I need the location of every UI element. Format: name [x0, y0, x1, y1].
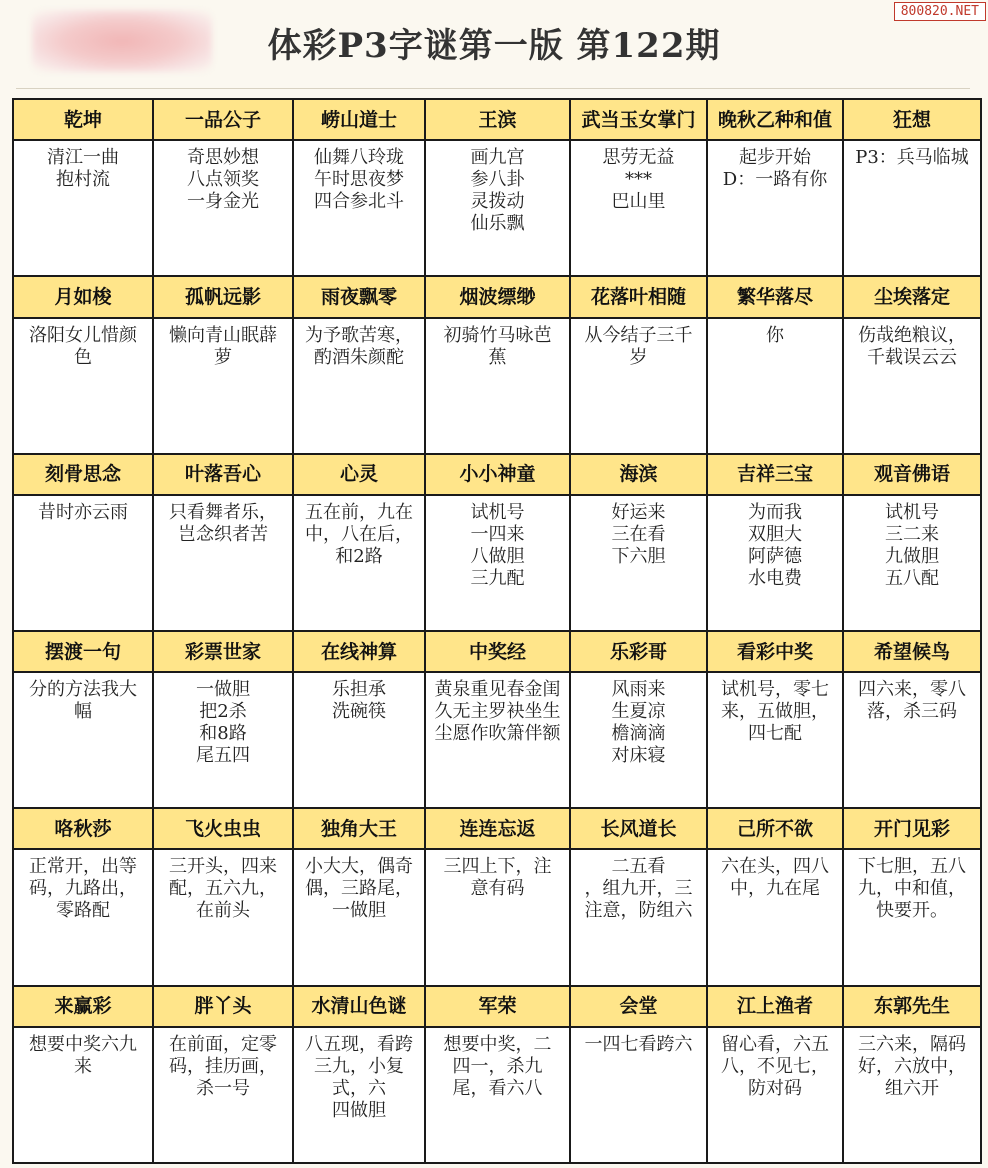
author-name-cell: 一品公子 — [153, 99, 293, 140]
author-name-cell: 乐彩哥 — [570, 631, 707, 672]
author-name-cell: 水清山色谜 — [293, 986, 425, 1027]
riddle-cell — [425, 140, 570, 276]
riddle-cell — [13, 1027, 153, 1163]
riddle-cell — [293, 495, 425, 631]
riddle-cell — [843, 849, 981, 985]
riddle-cell — [153, 495, 293, 631]
table-header-row — [13, 454, 981, 495]
riddle-text: 正常开，出等 码，九路出， 零路配 — [29, 856, 137, 922]
table-header-row — [13, 986, 981, 1027]
table-row — [13, 672, 981, 808]
riddle-text: 分的方法我大 幅 — [29, 679, 137, 723]
riddle-cell — [153, 849, 293, 985]
author-name-cell: 晚秋乙种和值 — [707, 99, 843, 140]
riddle-table — [12, 98, 982, 1164]
riddle-cell — [293, 672, 425, 808]
author-name-cell: 希望候鸟 — [843, 631, 981, 672]
author-name-cell: 花落叶相随 — [570, 276, 707, 317]
riddle-text: 黄泉重见春金闺 久无主罗袂坐生 尘愿作吹箫伴额 — [434, 679, 561, 745]
author-name-cell: 心灵 — [293, 454, 425, 495]
author-name-cell: 中奖经 — [425, 631, 570, 672]
author-name-cell: 叶落吾心 — [153, 454, 293, 495]
author-name-cell: 来赢彩 — [13, 986, 153, 1027]
table-header-row — [13, 631, 981, 672]
author-name-cell: 军荣 — [425, 986, 570, 1027]
author-name-cell: 烟波缥缈 — [425, 276, 570, 317]
author-name-cell: 雨夜飘零 — [293, 276, 425, 317]
table-row — [13, 495, 981, 631]
author-name-cell: 吉祥三宝 — [707, 454, 843, 495]
riddle-cell — [13, 495, 153, 631]
riddle-text: 三六来，隔码 好，六放中， 组六开 — [858, 1033, 966, 1099]
riddle-cell — [843, 140, 981, 276]
author-name-cell: 孤帆远影 — [153, 276, 293, 317]
author-name-cell: 繁华落尽 — [707, 276, 843, 317]
author-name-cell: 在线神算 — [293, 631, 425, 672]
author-name-cell: 观音佛语 — [843, 454, 981, 495]
author-name-cell: 东郭先生 — [843, 986, 981, 1027]
author-name-cell: 连连忘返 — [425, 808, 570, 849]
riddle-cell — [293, 318, 425, 454]
riddle-cell — [843, 495, 981, 631]
author-name-cell: 崂山道士 — [293, 99, 425, 140]
riddle-cell — [707, 849, 843, 985]
riddle-cell — [153, 1027, 293, 1163]
riddle-cell — [153, 318, 293, 454]
author-name-cell: 己所不欲 — [707, 808, 843, 849]
riddle-cell — [570, 495, 707, 631]
riddle-text: 懒向青山眠薜 萝 — [169, 324, 277, 368]
riddle-text: 三开头，四来 配，五六九， 在前头 — [169, 856, 277, 922]
riddle-cell — [293, 140, 425, 276]
author-name-cell: 开门见彩 — [843, 808, 981, 849]
riddle-cell — [13, 849, 153, 985]
riddle-text: 奇思妙想 八点领奖 一身金光 — [187, 147, 259, 213]
riddle-text: 试机号 一四来 八做胆 三九配 — [470, 501, 525, 589]
site-watermark: 800820.NET — [894, 2, 986, 21]
riddle-cell — [425, 318, 570, 454]
riddle-cell — [570, 849, 707, 985]
riddle-cell — [293, 1027, 425, 1163]
riddle-text: 仙舞八玲珑 午时思夜梦 四合参北斗 — [314, 147, 404, 213]
riddle-text: P3：兵马临城 — [855, 147, 969, 169]
author-name-cell: 看彩中奖 — [707, 631, 843, 672]
author-name-cell: 独角大王 — [293, 808, 425, 849]
riddle-cell — [153, 672, 293, 808]
table-row — [13, 140, 981, 276]
riddle-cell — [843, 318, 981, 454]
riddle-cell — [707, 1027, 843, 1163]
riddle-cell — [843, 672, 981, 808]
riddle-cell — [425, 849, 570, 985]
table-row — [13, 849, 981, 985]
riddle-cell — [707, 672, 843, 808]
riddle-text: 你 — [766, 324, 784, 346]
riddle-text: 六在头，四八 中，九在尾 — [721, 856, 829, 900]
author-name-cell: 王滨 — [425, 99, 570, 140]
riddle-cell — [13, 140, 153, 276]
author-name-cell: 咯秋莎 — [13, 808, 153, 849]
riddle-text: 风雨来 生夏凉 檐滴滴 对床寝 — [611, 679, 666, 767]
riddle-cell — [570, 140, 707, 276]
riddle-text: 初骑竹马咏芭 蕉 — [443, 324, 552, 368]
table-row — [13, 318, 981, 454]
riddle-text: 留心看，六五 八，不见七， 防对码 — [721, 1033, 829, 1099]
author-name-cell: 彩票世家 — [153, 631, 293, 672]
riddle-text: 小大大，偶奇 偶，三路尾， 一做胆 — [305, 856, 413, 922]
riddle-cell — [707, 140, 843, 276]
riddle-text: 在前面，定零 码，挂历画， 杀一号 — [169, 1033, 277, 1099]
author-name-cell: 海滨 — [570, 454, 707, 495]
riddle-text: 好运来 三在看 下六胆 — [611, 501, 666, 567]
author-name-cell: 飞火虫虫 — [153, 808, 293, 849]
riddle-cell — [293, 849, 425, 985]
riddle-text: 一四七看跨六 — [584, 1033, 693, 1055]
riddle-text: 试机号 三二来 九做胆 五八配 — [885, 501, 939, 589]
riddle-text: 想要中奖六九 来 — [29, 1033, 137, 1077]
table-header-row — [13, 808, 981, 849]
riddle-cell — [570, 672, 707, 808]
riddle-text: 想要中奖，二 四一，杀九 尾，看六八 — [443, 1033, 552, 1099]
riddle-text: 四六来，零八 落，杀三码 — [858, 679, 966, 723]
table-header-row — [13, 99, 981, 140]
riddle-text: 为而我 双胆大 阿萨德 水电费 — [748, 501, 802, 589]
riddle-text: 清江一曲 抱村流 — [47, 147, 119, 191]
riddle-cell — [570, 318, 707, 454]
author-name-cell: 小小神童 — [425, 454, 570, 495]
riddle-text: 一做胆 把2杀 和8路 尾五四 — [196, 679, 250, 767]
author-name-cell: 尘埃落定 — [843, 276, 981, 317]
page-title: 体彩P3字谜第一版 第122期 — [267, 26, 721, 66]
riddle-text: 只看舞者乐， 岂念织者苦 — [169, 501, 277, 545]
riddle-cell — [843, 1027, 981, 1163]
riddle-cell — [425, 1027, 570, 1163]
riddle-text: 昔时亦云雨 — [38, 501, 128, 523]
author-name-cell: 摆渡一句 — [13, 631, 153, 672]
riddle-text: 思劳无益 *** 巴山里 — [602, 147, 675, 213]
author-name-cell: 长风道长 — [570, 808, 707, 849]
riddle-cell — [425, 672, 570, 808]
author-name-cell: 江上渔者 — [707, 986, 843, 1027]
riddle-cell — [153, 140, 293, 276]
riddle-cell — [707, 495, 843, 631]
author-name-cell: 狂想 — [843, 99, 981, 140]
riddle-text: 洛阳女儿惜颜 色 — [29, 324, 137, 368]
riddle-cell — [13, 318, 153, 454]
riddle-cell — [425, 495, 570, 631]
riddle-text: 画九宫 参八卦 灵拨动 仙乐飘 — [470, 147, 525, 235]
author-name-cell: 胖丫头 — [153, 986, 293, 1027]
riddle-cell — [13, 672, 153, 808]
riddle-text: 乐担承 洗碗筷 — [332, 679, 386, 723]
riddle-text: 伤哉绝粮议， 千载误云云 — [858, 324, 966, 368]
riddle-text: 二五看 ，组九开，三 注意，防组六 — [584, 856, 693, 922]
riddle-text: 三四上下，注 意有码 — [443, 856, 552, 900]
author-name-cell: 武当玉女掌门 — [570, 99, 707, 140]
riddle-text: 八五现，看跨 三九，小复 式，六 四做胆 — [305, 1033, 413, 1121]
riddle-text: 五在前，九在 中，八在后， 和2路 — [305, 501, 413, 567]
table-row — [13, 1027, 981, 1163]
riddle-text: 从今结子三千 岁 — [584, 324, 693, 368]
riddle-cell — [570, 1027, 707, 1163]
table-header-row — [13, 276, 981, 317]
title-divider — [16, 88, 970, 89]
riddle-text: 起步开始 D：一路有你 — [722, 147, 828, 191]
riddle-text: 试机号，零七 来，五做胆， 四七配 — [721, 679, 829, 745]
author-name-cell: 会堂 — [570, 986, 707, 1027]
author-name-cell: 乾坤 — [13, 99, 153, 140]
riddle-text: 为予歌苦寒， 酌酒朱颜酡 — [305, 324, 413, 368]
riddle-cell — [707, 318, 843, 454]
riddle-text: 下七胆，五八 九，中和值， 快要开。 — [858, 856, 966, 922]
author-name-cell: 月如梭 — [13, 276, 153, 317]
author-name-cell: 刻骨思念 — [13, 454, 153, 495]
